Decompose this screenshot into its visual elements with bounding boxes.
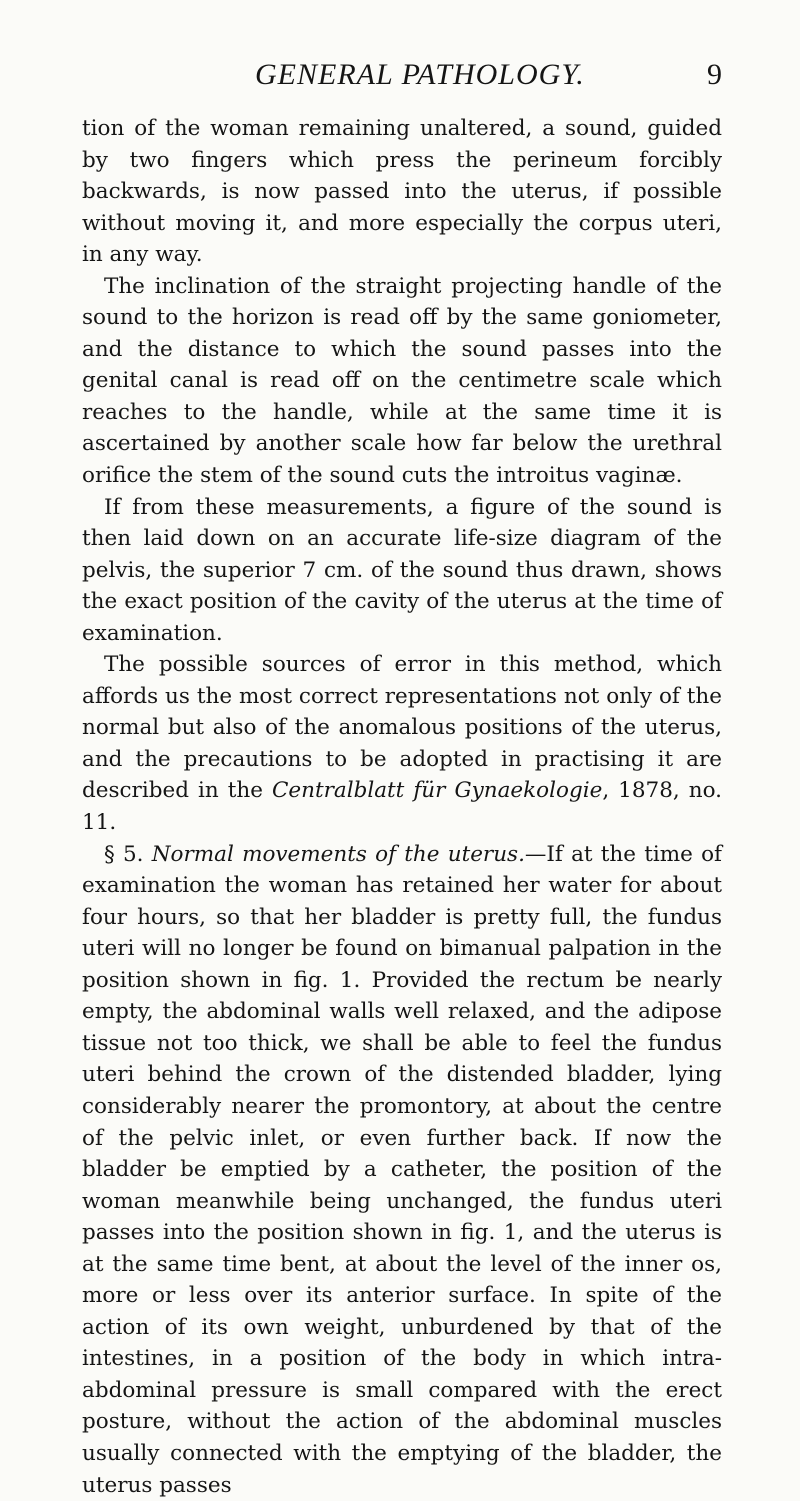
paragraph-sources-of-error <box>82 649 722 838</box>
text-after-journal: , 1878, no. 11. <box>82 778 722 836</box>
paragraph-section-5 <box>82 839 722 1501</box>
text-before-journal: The possible sources of error in this method, which affords us the most correct representations not only of the normal but also of the anomalous positions of the uterus, and the precautions to be adopted in practising it are described in the <box>82 652 722 804</box>
running-head: GENERAL PATHOLOGY. <box>255 58 585 91</box>
paragraph-continuation: tion of the woman remaining unaltered, a sound, guided by two fingers which press the perineum forcibly backwards, is now passed into the uterus, if possible without moving it, and more especially the corpus uteri, in any way. <box>82 116 722 268</box>
section-mark: § 5. <box>104 841 152 867</box>
journal-title: Centralblatt für Gynaekologie <box>271 778 603 804</box>
paragraph-sound-inclination: The inclination of the straight projecting handle of the sound to the horizon is read off by the same goniometer, and the distance to which the sound passes into the genital canal is read off on the centimetre scale which reaches to the handle, while at the same time it is ascertained by another scale how far below the urethral orifice the stem of the sound cuts the introitus vaginæ. <box>82 273 722 489</box>
body-text <box>82 113 722 1501</box>
paragraph-measurements: If from these measurements, a figure of the sound is then laid down on an accurate life-size diagram of the pelvis, the superior 7 cm. of the sound thus drawn, shows the exact position of the cavity of the uterus at the time of examination. <box>82 494 722 646</box>
section-heading: Normal movements of the uterus. <box>151 841 525 867</box>
page-number: 9 <box>707 58 722 91</box>
section-text: —If at the time of examination the woman has retained her water for about four hours, so that her bladder is pretty full, the fundus uteri will no longer be found on bimanual palpation in the position shown in fig. 1. Provided the rectum be nearly empty, the abdominal walls well relaxed, and the adipose tissue not too thick, we shall be able to feel the fundus uteri behind the crown of the distended bladder, lying considerably nearer the promontory, at about the centre of the pelvic inlet, or even further back. If now the bladder be emptied by a catheter, the position of the woman meanwhile being unchanged, the fundus uteri passes into the position shown in fig. 1, and the uterus is at the same time bent, at about the level of the inner os, more or less over its anterior surface. In spite of the action of its own weight, unburdened by that of the intestines, in a position of the body in which intra-abdominal pressure is small compared with the erect posture, without the action of the abdominal muscles usually connected with the emptying of the bladder, the uterus passes <box>82 841 722 1498</box>
